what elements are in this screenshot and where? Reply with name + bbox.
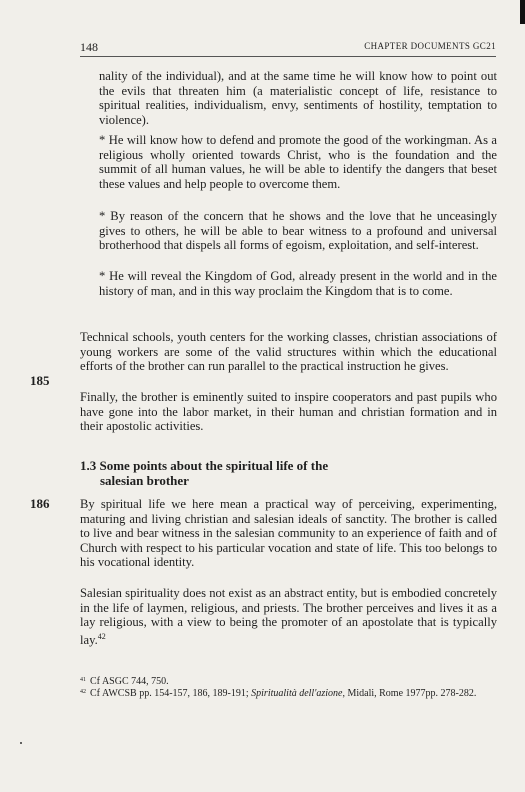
footnote-42 (80, 688, 490, 700)
paragraph-cooperators: Finally, the brother is eminently suited to inspire cooperators and past pupils who have gone into the labor market, in their human and christian formation and in their apostolic activities. (80, 390, 497, 434)
margin-number-185: 185 (30, 373, 50, 388)
paragraph-individuality: nality of the individual), and at the same time he will know how to point out the evils that threaten him (a materialistic concept of life, resistance to spiritual realities, individualism, envy, sentiments of hostility, temptation to violence). (99, 69, 497, 127)
paragraph-technical-schools: Technical schools, youth centers for the working classes, christian associations of young workers are some of the valid structures within which the educational efforts of the brother can run parallel to the practical instruction he gives. (80, 330, 497, 374)
section-heading (80, 458, 460, 488)
footnotes (80, 676, 490, 700)
section-heading-line2: salesian brother (100, 473, 189, 488)
page-header (80, 40, 496, 57)
margin-number-186: 186 (30, 496, 50, 511)
page-number: 148 (80, 40, 98, 54)
footnote-number: 42 (80, 689, 86, 695)
footnote-41 (80, 676, 490, 688)
scan-edge-mark (520, 0, 525, 24)
paragraph-spiritual-life: By spiritual life we here mean a practical way of perceiving, experimenting, maturing and living christian and salesian ideals of sanctity. The brother is called to live and bear witness in the salesian community to an experience of faith and of Church with respect to his particular vocation and state of life. This too belongs to his vocational identity. (80, 497, 497, 570)
paragraph-kingdom-of-god: * He will reveal the Kingdom of God, already present in the world and in the history of man, and in this way proclaim the Kingdom that is to come. (99, 269, 497, 298)
scan-speck (20, 742, 22, 744)
paragraph-brotherhood: * By reason of the concern that he shows and the love that he unceasingly gives to others, he will be able to bear witness to a profound and universal brotherhood that dispels all forms of egoism, exploitation, and self-interest. (99, 209, 497, 253)
footnote-text: Cf AWCSB pp. 154-157, 186, 189-191; (90, 688, 252, 699)
paragraph-salesian-spirituality-text: Salesian spirituality does not exist as an abstract entity, but is embodied concretely in the life of laymen, religious, and priests. The brother perceives and lives it as a lay religious, with a view to being the promoter of an apostolate that is typically lay. (80, 586, 497, 647)
footnote-text: Cf ASGC 744, 750. (90, 676, 169, 687)
footnote-text-end: , Midali, Rome 1977pp. 278-282. (342, 688, 477, 699)
running-head: CHAPTER DOCUMENTS GC21 (364, 41, 496, 51)
footnote-ref-42: 42 (97, 631, 106, 641)
footnote-title: Spiritualità dell'azione (251, 688, 343, 699)
paragraph-defend-workingman: * He will know how to defend and promote the good of the workingman. As a religious wholly oriented towards Christ, who is the foundation and the summit of all human values, he will be able to identify the dangers that beset these values and help people to overcome them. (99, 133, 497, 191)
paragraph-salesian-spirituality (80, 586, 497, 648)
section-heading-line1: 1.3 Some points about the spiritual life of the (80, 458, 329, 473)
footnote-number: 41 (80, 677, 86, 683)
